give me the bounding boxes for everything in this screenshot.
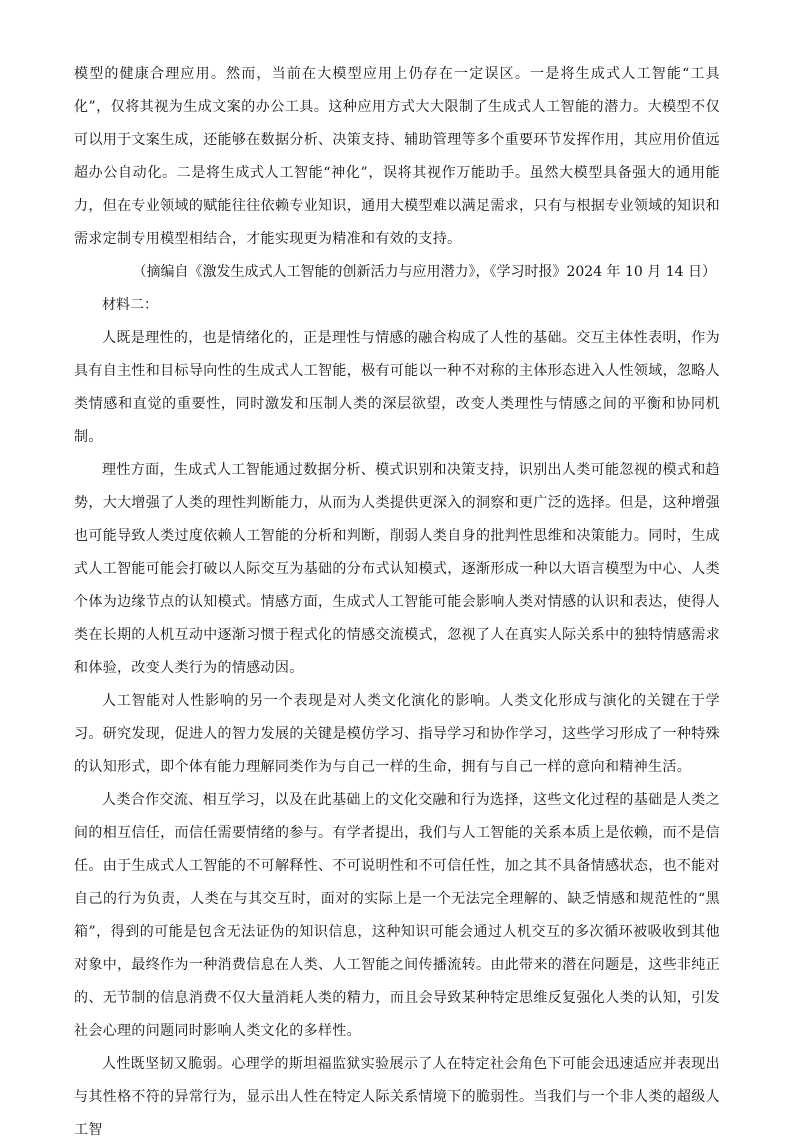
paragraph-2: 人既是理性的，也是情绪化的，正是理性与情感的融合构成了人性的基础。交互主体性表明，作为具有自主性和目标导向性的生成式人工智能，极有可能以一种不对称的主体形态进入人性领域，忽略人类情感和直觉的重要性，同时激发和压制人类的深层欲望，改变人类理性与情感之间的平衡和协同机制。 [74, 330, 720, 445]
paragraph-3: 理性方面，生成式人工智能通过数据分析、模式识别和决策支持，识别出人类可能忽视的模式和趋势，大大增强了人类的理性判断能力，从而为人类提供更深入的洞察和更广泛的选择。但是，这种增强也可能导致人类过度依赖人工智能的分析和判断，削弱人类自身的批判性思维和决策能力。同时，生成式人工智能可能会打破以人际交互为基础的分布式认知模式，逐渐形成一种以大语言模型为中心、人类个体为边缘节点的认知模式。情感方面，生成式人工智能可能会影响人类对情感的认识和表达，使得人类在长期的人机互动中逐渐习惯于程式化的情感交流模式，忽视了人在真实人际关系中的独特情感需求和体验，改变人类行为的情感动因。 [74, 462, 720, 676]
paragraph-4: 人工智能对人性影响的另一个表现是对人类文化演化的影响。人类文化形成与演化的关键在于学习。研究发现，促进人的智力发展的关键是模仿学习、指导学习和协作学习，这些学习形成了一种特殊的认知形式，即个体有能力理解同类作为与自己一样的生命，拥有与自己一样的意向和精神生活。 [74, 693, 720, 775]
paragraph-5: 人类合作交流、相互学习，以及在此基础上的文化交融和行为选择，这些文化过程的基础是人类之间的相互信任，而信任需要情绪的参与。有学者提出，我们与人工智能的关系本质上是依赖，而不是信任。由于生成式人工智能的不可解释性、不可说明性和不可信任性，加之其不具备情感状态，也不能对自己的行为负责，人类在与其交互时，面对的实际上是一个无法完全理解的、缺乏情感和规范性的“黑箱”，得到的可能是包含无法证伪的知识信息，这种知识可能会通过人机交互的多次循环被吸收到其他对象中，最终作为一种消费信息在人类、人工智能之间传播流转。由此带来的潜在问题是，这些非纯正的、无节制的信息消费不仅大量消耗人类的精力，而且会导致某种特定思维反复强化人类的认知，引发社会心理的问题同时影响人类文化的多样性。 [74, 792, 720, 1039]
section-label: 材料二： [102, 297, 158, 313]
source-citation: （摘编自《激发生成式人工智能的创新活力与应用潜力》，《学习时报》2024 年 10 月 14 日） [132, 264, 716, 280]
paragraph-1: 模型的健康合理应用。然而，当前在大模型应用上仍存在一定误区。一是将生成式人工智能“工具化”，仅将其视为生成文案的办公工具。这种应用方式大大限制了生成式人工智能的潜力。大模型不仅可以用于文案生成，还能够在数据分析、决策支持、辅助管理等多个重要环节发挥作用，其应用价值远超办公自动化。二是将生成式人工智能“神化”，误将其视作万能助手。虽然大模型具备强大的通用能力，但在专业领域的赋能往往依赖专业知识，通用大模型难以满足需求，只有与根据专业领域的知识和需求定制专用模型相结合，才能实现更为精准和有效的支持。 [74, 66, 720, 247]
document-page [74, 58, 720, 1147]
paragraph-6: 人性既坚韧又脆弱。心理学的斯坦福监狱实验展示了人在特定社会角色下可能会迅速适应并表现出与其性格不符的异常行为，显示出人性在特定人际关系情境下的脆弱性。当我们与一个非人类的超级人工智 [74, 1056, 720, 1138]
